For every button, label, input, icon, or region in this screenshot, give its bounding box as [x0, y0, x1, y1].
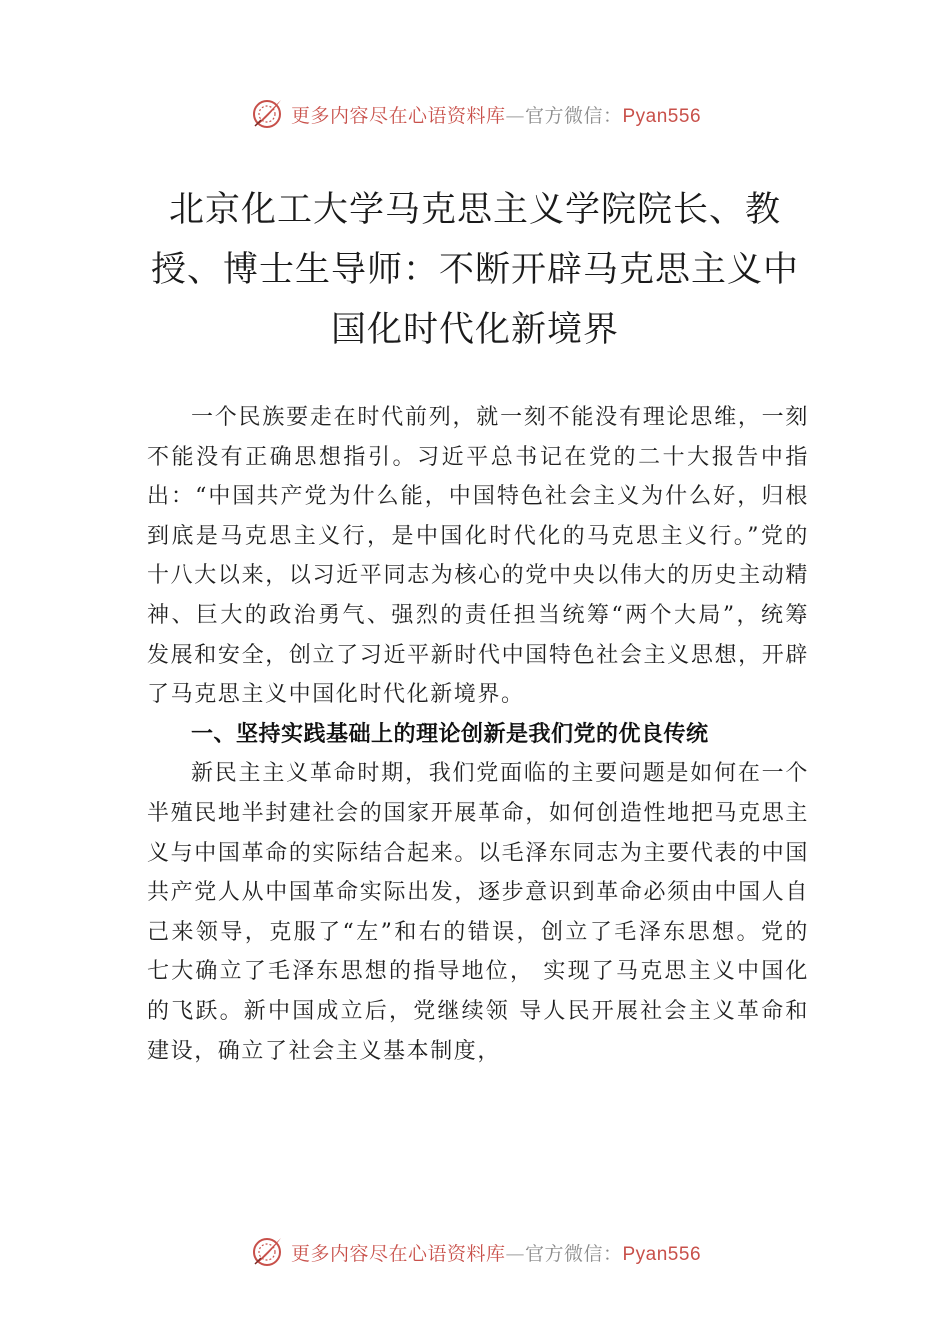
document-title: 北京化工大学马克思主义学院院长、教授、博士生导师：不断开辟马克思主义中国化时代化新境界	[150, 190, 799, 350]
header-watermark	[0, 94, 950, 134]
footer-watermark	[0, 1232, 950, 1272]
watermark-wechat-id: Pyan556	[622, 105, 702, 127]
watermark-promo: 更多内容尽在心语资料库	[290, 1242, 506, 1265]
watermark-wechat-label: 官方微信：	[524, 104, 623, 127]
document-body	[147, 398, 809, 1071]
section-1-paragraph: 新民主主义革命时期，我们党面临的主要问题是如何在一个半殖民地半封建社会的国家开展革命，如何创造性地把马克思主义与中国革命的实际结合起来。以毛泽东同志为主要代表的中国共产党人从中国革命实际出发，逐步意识到革命必须由中国人自己来领导，克服了“左”和右的错误，创立了毛泽东思想。党的七大确立了毛泽东思想的指导地位， 实现了马克思主义中国化的飞跃。新中国成立后，党继续领 导人民开展社会主义革命和建设，确立了社会主义基本制度，	[147, 761, 809, 1064]
feather-pen-seal-icon	[249, 1234, 285, 1270]
watermark-text	[291, 101, 701, 128]
watermark-wechat-id: Pyan556	[622, 1243, 702, 1265]
watermark-dash: —	[505, 1242, 525, 1265]
intro-paragraph: 一个民族要走在时代前列，就一刻不能没有理论思维，一刻不能没有正确思想指引。习近平总书记在党的二十大报告中指出：“中国共产党为什么能，中国特色社会主义为什么好，归根到底是马克思主义行，是中国化时代化的马克思主义行。”党的十八大以来，以习近平同志为核心的党中央以伟大的历史主动精神、巨大的政治勇气、强烈的责任担当统筹“两个大局”，统筹发展和安全，创立了习近平新时代中国特色社会主义思想，开辟了马克思主义中国化时代化新境界。	[147, 405, 809, 708]
watermark-dash: —	[505, 104, 525, 127]
feather-pen-seal-icon	[249, 96, 285, 132]
section-heading-1: 一、坚持实践基础上的理论创新是我们党的优良传统	[191, 721, 709, 747]
watermark-text	[291, 1239, 701, 1266]
watermark-wechat-label: 官方微信：	[524, 1242, 623, 1265]
watermark-promo: 更多内容尽在心语资料库	[290, 104, 506, 127]
